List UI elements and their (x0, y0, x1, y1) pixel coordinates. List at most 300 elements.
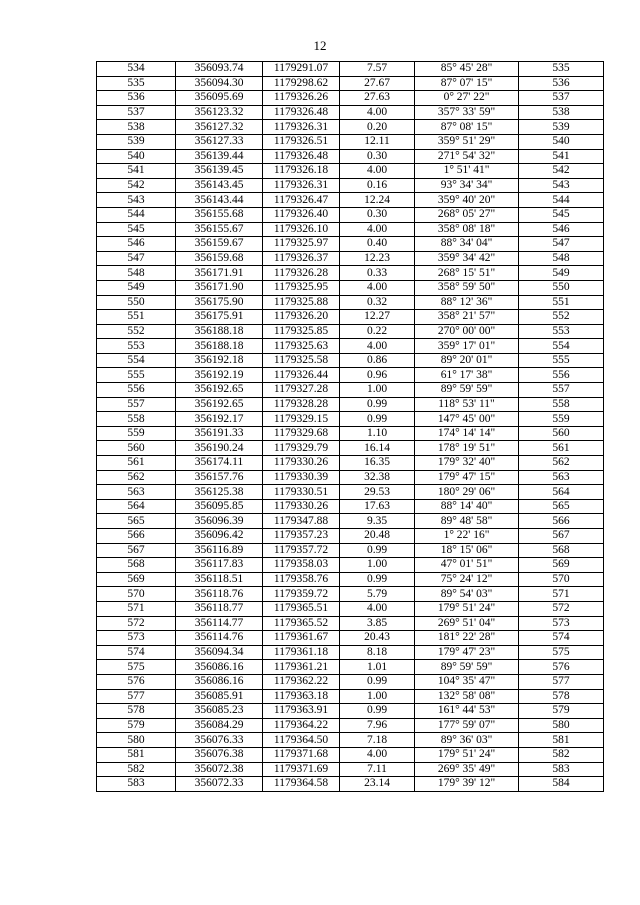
next-point-number-cell: 557 (519, 383, 604, 398)
y-coordinate-cell: 1179326.37 (263, 251, 340, 266)
table-row (97, 412, 604, 427)
distance-cell: 12.23 (340, 251, 415, 266)
direction-angle-cell: 181° 22' 28" (415, 631, 519, 646)
y-coordinate-cell: 1179371.69 (263, 762, 340, 777)
next-point-number-cell: 574 (519, 631, 604, 646)
point-number-cell: 540 (97, 149, 176, 164)
distance-cell: 4.00 (340, 105, 415, 120)
direction-angle-cell: 358° 08' 18" (415, 222, 519, 237)
x-coordinate-cell: 356139.45 (176, 164, 263, 179)
point-number-cell: 562 (97, 470, 176, 485)
table-row (97, 616, 604, 631)
direction-angle-cell: 85° 45' 28" (415, 62, 519, 77)
direction-angle-cell: 88° 34' 04" (415, 237, 519, 252)
y-coordinate-cell: 1179325.63 (263, 339, 340, 354)
next-point-number-cell: 539 (519, 120, 604, 135)
point-number-cell: 559 (97, 426, 176, 441)
distance-cell: 16.14 (340, 441, 415, 456)
table-row (97, 514, 604, 529)
page-number: 12 (313, 38, 327, 53)
distance-cell: 1.00 (340, 558, 415, 573)
next-point-number-cell: 559 (519, 412, 604, 427)
next-point-number-cell: 541 (519, 149, 604, 164)
x-coordinate-cell: 356192.17 (176, 412, 263, 427)
next-point-number-cell: 554 (519, 339, 604, 354)
point-number-cell: 548 (97, 266, 176, 281)
distance-cell: 29.53 (340, 485, 415, 500)
y-coordinate-cell: 1179326.28 (263, 266, 340, 281)
distance-cell: 1.10 (340, 426, 415, 441)
x-coordinate-cell: 356118.51 (176, 572, 263, 587)
next-point-number-cell: 538 (519, 105, 604, 120)
y-coordinate-cell: 1179363.18 (263, 689, 340, 704)
direction-angle-cell: 359° 40' 20" (415, 193, 519, 208)
point-number-cell: 552 (97, 324, 176, 339)
x-coordinate-cell: 356171.90 (176, 280, 263, 295)
direction-angle-cell: 147° 45' 00" (415, 412, 519, 427)
y-coordinate-cell: 1179326.48 (263, 149, 340, 164)
direction-angle-cell: 268° 15' 51" (415, 266, 519, 281)
table-row (97, 426, 604, 441)
y-coordinate-cell: 1179330.39 (263, 470, 340, 485)
y-coordinate-cell: 1179364.22 (263, 718, 340, 733)
direction-angle-cell: 179° 51' 24" (415, 747, 519, 762)
y-coordinate-cell: 1179325.85 (263, 324, 340, 339)
table-row (97, 251, 604, 266)
direction-angle-cell: 104° 35' 47" (415, 674, 519, 689)
table-row (97, 222, 604, 237)
point-number-cell: 571 (97, 601, 176, 616)
direction-angle-cell: 269° 51' 04" (415, 616, 519, 631)
distance-cell: 0.99 (340, 397, 415, 412)
distance-cell: 1.01 (340, 660, 415, 675)
x-coordinate-cell: 356114.76 (176, 631, 263, 646)
point-number-cell: 575 (97, 660, 176, 675)
y-coordinate-cell: 1179325.97 (263, 237, 340, 252)
next-point-number-cell: 576 (519, 660, 604, 675)
direction-angle-cell: 93° 34' 34" (415, 178, 519, 193)
y-coordinate-cell: 1179329.79 (263, 441, 340, 456)
distance-cell: 20.43 (340, 631, 415, 646)
point-number-cell: 546 (97, 237, 176, 252)
table-row (97, 295, 604, 310)
x-coordinate-cell: 356188.18 (176, 324, 263, 339)
direction-angle-cell: 358° 21' 57" (415, 310, 519, 325)
direction-angle-cell: 161° 44' 53" (415, 704, 519, 719)
direction-angle-cell: 88° 14' 40" (415, 499, 519, 514)
y-coordinate-cell: 1179326.40 (263, 207, 340, 222)
point-number-cell: 544 (97, 207, 176, 222)
distance-cell: 20.48 (340, 529, 415, 544)
point-number-cell: 566 (97, 529, 176, 544)
y-coordinate-cell: 1179358.03 (263, 558, 340, 573)
point-number-cell: 583 (97, 777, 176, 792)
table-row (97, 62, 604, 77)
x-coordinate-cell: 356157.76 (176, 470, 263, 485)
table-row (97, 601, 604, 616)
distance-cell: 0.30 (340, 207, 415, 222)
point-number-cell: 569 (97, 572, 176, 587)
distance-cell: 4.00 (340, 164, 415, 179)
distance-cell: 1.00 (340, 383, 415, 398)
y-coordinate-cell: 1179325.88 (263, 295, 340, 310)
y-coordinate-cell: 1179364.50 (263, 733, 340, 748)
next-point-number-cell: 550 (519, 280, 604, 295)
table-row (97, 485, 604, 500)
y-coordinate-cell: 1179330.26 (263, 456, 340, 471)
x-coordinate-cell: 356086.16 (176, 674, 263, 689)
x-coordinate-cell: 356085.91 (176, 689, 263, 704)
y-coordinate-cell: 1179326.31 (263, 120, 340, 135)
point-number-cell: 580 (97, 733, 176, 748)
x-coordinate-cell: 356155.68 (176, 207, 263, 222)
next-point-number-cell: 581 (519, 733, 604, 748)
table-row (97, 397, 604, 412)
direction-angle-cell: 359° 51' 29" (415, 134, 519, 149)
direction-angle-cell: 179° 47' 15" (415, 470, 519, 485)
point-number-cell: 551 (97, 310, 176, 325)
table-row (97, 368, 604, 383)
table-row (97, 631, 604, 646)
next-point-number-cell: 543 (519, 178, 604, 193)
direction-angle-cell: 87° 07' 15" (415, 76, 519, 91)
direction-angle-cell: 358° 59' 50" (415, 280, 519, 295)
table-row (97, 237, 604, 252)
table-row (97, 441, 604, 456)
direction-angle-cell: 89° 48' 58" (415, 514, 519, 529)
point-number-cell: 574 (97, 645, 176, 660)
y-coordinate-cell: 1179326.51 (263, 134, 340, 149)
x-coordinate-cell: 356125.38 (176, 485, 263, 500)
distance-cell: 0.32 (340, 295, 415, 310)
x-coordinate-cell: 356190.24 (176, 441, 263, 456)
table-row (97, 470, 604, 485)
y-coordinate-cell: 1179358.76 (263, 572, 340, 587)
y-coordinate-cell: 1179330.26 (263, 499, 340, 514)
direction-angle-cell: 179° 39' 12" (415, 777, 519, 792)
y-coordinate-cell: 1179326.10 (263, 222, 340, 237)
direction-angle-cell: 88° 12' 36" (415, 295, 519, 310)
x-coordinate-cell: 356155.67 (176, 222, 263, 237)
direction-angle-cell: 18° 15' 06" (415, 543, 519, 558)
y-coordinate-cell: 1179326.20 (263, 310, 340, 325)
point-number-cell: 542 (97, 178, 176, 193)
distance-cell: 0.99 (340, 412, 415, 427)
next-point-number-cell: 573 (519, 616, 604, 631)
x-coordinate-cell: 356072.38 (176, 762, 263, 777)
next-point-number-cell: 549 (519, 266, 604, 281)
next-point-number-cell: 542 (519, 164, 604, 179)
distance-cell: 7.11 (340, 762, 415, 777)
point-number-cell: 560 (97, 441, 176, 456)
table-row (97, 339, 604, 354)
point-number-cell: 582 (97, 762, 176, 777)
x-coordinate-cell: 356191.33 (176, 426, 263, 441)
table-row (97, 747, 604, 762)
distance-cell: 0.16 (340, 178, 415, 193)
distance-cell: 3.85 (340, 616, 415, 631)
direction-angle-cell: 357° 33' 59" (415, 105, 519, 120)
x-coordinate-cell: 356127.32 (176, 120, 263, 135)
x-coordinate-cell: 356096.39 (176, 514, 263, 529)
next-point-number-cell: 583 (519, 762, 604, 777)
point-number-cell: 539 (97, 134, 176, 149)
distance-cell: 0.33 (340, 266, 415, 281)
x-coordinate-cell: 356171.91 (176, 266, 263, 281)
next-point-number-cell: 578 (519, 689, 604, 704)
y-coordinate-cell: 1179326.18 (263, 164, 340, 179)
next-point-number-cell: 536 (519, 76, 604, 91)
x-coordinate-cell: 356116.89 (176, 543, 263, 558)
next-point-number-cell: 560 (519, 426, 604, 441)
direction-angle-cell: 180° 29' 06" (415, 485, 519, 500)
direction-angle-cell: 174° 14' 14" (415, 426, 519, 441)
distance-cell: 0.30 (340, 149, 415, 164)
distance-cell: 0.96 (340, 368, 415, 383)
point-number-cell: 570 (97, 587, 176, 602)
table-row (97, 310, 604, 325)
point-number-cell: 545 (97, 222, 176, 237)
y-coordinate-cell: 1179347.88 (263, 514, 340, 529)
next-point-number-cell: 575 (519, 645, 604, 660)
next-point-number-cell: 568 (519, 543, 604, 558)
x-coordinate-cell: 356118.77 (176, 601, 263, 616)
distance-cell: 4.00 (340, 601, 415, 616)
y-coordinate-cell: 1179357.23 (263, 529, 340, 544)
direction-angle-cell: 178° 19' 51" (415, 441, 519, 456)
distance-cell: 4.00 (340, 747, 415, 762)
x-coordinate-cell: 356076.38 (176, 747, 263, 762)
point-number-cell: 534 (97, 62, 176, 77)
table-row (97, 704, 604, 719)
x-coordinate-cell: 356143.45 (176, 178, 263, 193)
point-number-cell: 549 (97, 280, 176, 295)
next-point-number-cell: 544 (519, 193, 604, 208)
direction-angle-cell: 61° 17' 38" (415, 368, 519, 383)
x-coordinate-cell: 356086.16 (176, 660, 263, 675)
x-coordinate-cell: 356192.65 (176, 397, 263, 412)
direction-angle-cell: 89° 54' 03" (415, 587, 519, 602)
point-number-cell: 553 (97, 339, 176, 354)
next-point-number-cell: 551 (519, 295, 604, 310)
direction-angle-cell: 89° 20' 01" (415, 353, 519, 368)
x-coordinate-cell: 356175.91 (176, 310, 263, 325)
next-point-number-cell: 584 (519, 777, 604, 792)
distance-cell: 4.00 (340, 222, 415, 237)
table-row (97, 499, 604, 514)
table-row (97, 280, 604, 295)
x-coordinate-cell: 356139.44 (176, 149, 263, 164)
table-row (97, 324, 604, 339)
y-coordinate-cell: 1179365.51 (263, 601, 340, 616)
x-coordinate-cell: 356117.83 (176, 558, 263, 573)
distance-cell: 17.63 (340, 499, 415, 514)
point-number-cell: 535 (97, 76, 176, 91)
next-point-number-cell: 556 (519, 368, 604, 383)
next-point-number-cell: 580 (519, 718, 604, 733)
distance-cell: 7.18 (340, 733, 415, 748)
point-number-cell: 557 (97, 397, 176, 412)
x-coordinate-cell: 356093.74 (176, 62, 263, 77)
direction-angle-cell: 179° 51' 24" (415, 601, 519, 616)
distance-cell: 4.00 (340, 280, 415, 295)
direction-angle-cell: 89° 59' 59" (415, 383, 519, 398)
y-coordinate-cell: 1179361.21 (263, 660, 340, 675)
next-point-number-cell: 558 (519, 397, 604, 412)
x-coordinate-cell: 356095.69 (176, 91, 263, 106)
distance-cell: 0.22 (340, 324, 415, 339)
y-coordinate-cell: 1179326.48 (263, 105, 340, 120)
x-coordinate-cell: 356076.33 (176, 733, 263, 748)
y-coordinate-cell: 1179361.18 (263, 645, 340, 660)
coordinates-table (96, 61, 604, 792)
point-number-cell: 579 (97, 718, 176, 733)
x-coordinate-cell: 356095.85 (176, 499, 263, 514)
distance-cell: 0.99 (340, 543, 415, 558)
y-coordinate-cell: 1179359.72 (263, 587, 340, 602)
table-row (97, 587, 604, 602)
distance-cell: 4.00 (340, 339, 415, 354)
coordinates-table-body (97, 62, 604, 792)
direction-angle-cell: 87° 08' 15" (415, 120, 519, 135)
table-row (97, 193, 604, 208)
direction-angle-cell: 47° 01' 51" (415, 558, 519, 573)
table-row (97, 383, 604, 398)
table-row (97, 178, 604, 193)
distance-cell: 0.99 (340, 674, 415, 689)
direction-angle-cell: 0° 27' 22" (415, 91, 519, 106)
x-coordinate-cell: 356175.90 (176, 295, 263, 310)
point-number-cell: 536 (97, 91, 176, 106)
table-row (97, 105, 604, 120)
point-number-cell: 572 (97, 616, 176, 631)
next-point-number-cell: 566 (519, 514, 604, 529)
x-coordinate-cell: 356118.76 (176, 587, 263, 602)
point-number-cell: 538 (97, 120, 176, 135)
point-number-cell: 576 (97, 674, 176, 689)
y-coordinate-cell: 1179361.67 (263, 631, 340, 646)
y-coordinate-cell: 1179362.22 (263, 674, 340, 689)
table-row (97, 572, 604, 587)
distance-cell: 12.11 (340, 134, 415, 149)
x-coordinate-cell: 356085.23 (176, 704, 263, 719)
distance-cell: 27.63 (340, 91, 415, 106)
direction-angle-cell: 270° 00' 00" (415, 324, 519, 339)
x-coordinate-cell: 356159.68 (176, 251, 263, 266)
direction-angle-cell: 269° 35' 49" (415, 762, 519, 777)
distance-cell: 16.35 (340, 456, 415, 471)
next-point-number-cell: 565 (519, 499, 604, 514)
point-number-cell: 565 (97, 514, 176, 529)
direction-angle-cell: 1° 51' 41" (415, 164, 519, 179)
y-coordinate-cell: 1179365.52 (263, 616, 340, 631)
direction-angle-cell: 268° 05' 27" (415, 207, 519, 222)
y-coordinate-cell: 1179291.07 (263, 62, 340, 77)
y-coordinate-cell: 1179330.51 (263, 485, 340, 500)
y-coordinate-cell: 1179326.44 (263, 368, 340, 383)
table-row (97, 353, 604, 368)
x-coordinate-cell: 356192.65 (176, 383, 263, 398)
next-point-number-cell: 563 (519, 470, 604, 485)
direction-angle-cell: 179° 32' 40" (415, 456, 519, 471)
next-point-number-cell: 548 (519, 251, 604, 266)
point-number-cell: 543 (97, 193, 176, 208)
next-point-number-cell: 555 (519, 353, 604, 368)
direction-angle-cell: 179° 47' 23" (415, 645, 519, 660)
distance-cell: 0.99 (340, 572, 415, 587)
table-row (97, 674, 604, 689)
table-row (97, 134, 604, 149)
point-number-cell: 564 (97, 499, 176, 514)
point-number-cell: 573 (97, 631, 176, 646)
distance-cell: 12.27 (340, 310, 415, 325)
x-coordinate-cell: 356072.33 (176, 777, 263, 792)
point-number-cell: 537 (97, 105, 176, 120)
table-row (97, 91, 604, 106)
table-row (97, 266, 604, 281)
point-number-cell: 581 (97, 747, 176, 762)
table-row (97, 689, 604, 704)
x-coordinate-cell: 356143.44 (176, 193, 263, 208)
table-row (97, 718, 604, 733)
y-coordinate-cell: 1179328.28 (263, 397, 340, 412)
next-point-number-cell: 547 (519, 237, 604, 252)
x-coordinate-cell: 356094.30 (176, 76, 263, 91)
x-coordinate-cell: 356084.29 (176, 718, 263, 733)
distance-cell: 8.18 (340, 645, 415, 660)
next-point-number-cell: 545 (519, 207, 604, 222)
point-number-cell: 578 (97, 704, 176, 719)
x-coordinate-cell: 356123.32 (176, 105, 263, 120)
y-coordinate-cell: 1179363.91 (263, 704, 340, 719)
y-coordinate-cell: 1179326.31 (263, 178, 340, 193)
direction-angle-cell: 177° 59' 07" (415, 718, 519, 733)
next-point-number-cell: 552 (519, 310, 604, 325)
next-point-number-cell: 561 (519, 441, 604, 456)
y-coordinate-cell: 1179327.28 (263, 383, 340, 398)
next-point-number-cell: 579 (519, 704, 604, 719)
x-coordinate-cell: 356127.33 (176, 134, 263, 149)
next-point-number-cell: 537 (519, 91, 604, 106)
next-point-number-cell: 577 (519, 674, 604, 689)
distance-cell: 7.96 (340, 718, 415, 733)
point-number-cell: 568 (97, 558, 176, 573)
direction-angle-cell: 118° 53' 11" (415, 397, 519, 412)
table-row (97, 645, 604, 660)
distance-cell: 23.14 (340, 777, 415, 792)
next-point-number-cell: 572 (519, 601, 604, 616)
next-point-number-cell: 569 (519, 558, 604, 573)
distance-cell: 12.24 (340, 193, 415, 208)
point-number-cell: 556 (97, 383, 176, 398)
point-number-cell: 563 (97, 485, 176, 500)
direction-angle-cell: 75° 24' 12" (415, 572, 519, 587)
y-coordinate-cell: 1179325.58 (263, 353, 340, 368)
next-point-number-cell: 535 (519, 62, 604, 77)
distance-cell: 0.86 (340, 353, 415, 368)
y-coordinate-cell: 1179357.72 (263, 543, 340, 558)
direction-angle-cell: 359° 34' 42" (415, 251, 519, 266)
x-coordinate-cell: 356096.42 (176, 529, 263, 544)
next-point-number-cell: 570 (519, 572, 604, 587)
distance-cell: 9.35 (340, 514, 415, 529)
next-point-number-cell: 564 (519, 485, 604, 500)
next-point-number-cell: 540 (519, 134, 604, 149)
distance-cell: 0.20 (340, 120, 415, 135)
table-row (97, 529, 604, 544)
x-coordinate-cell: 356159.67 (176, 237, 263, 252)
distance-cell: 7.57 (340, 62, 415, 77)
